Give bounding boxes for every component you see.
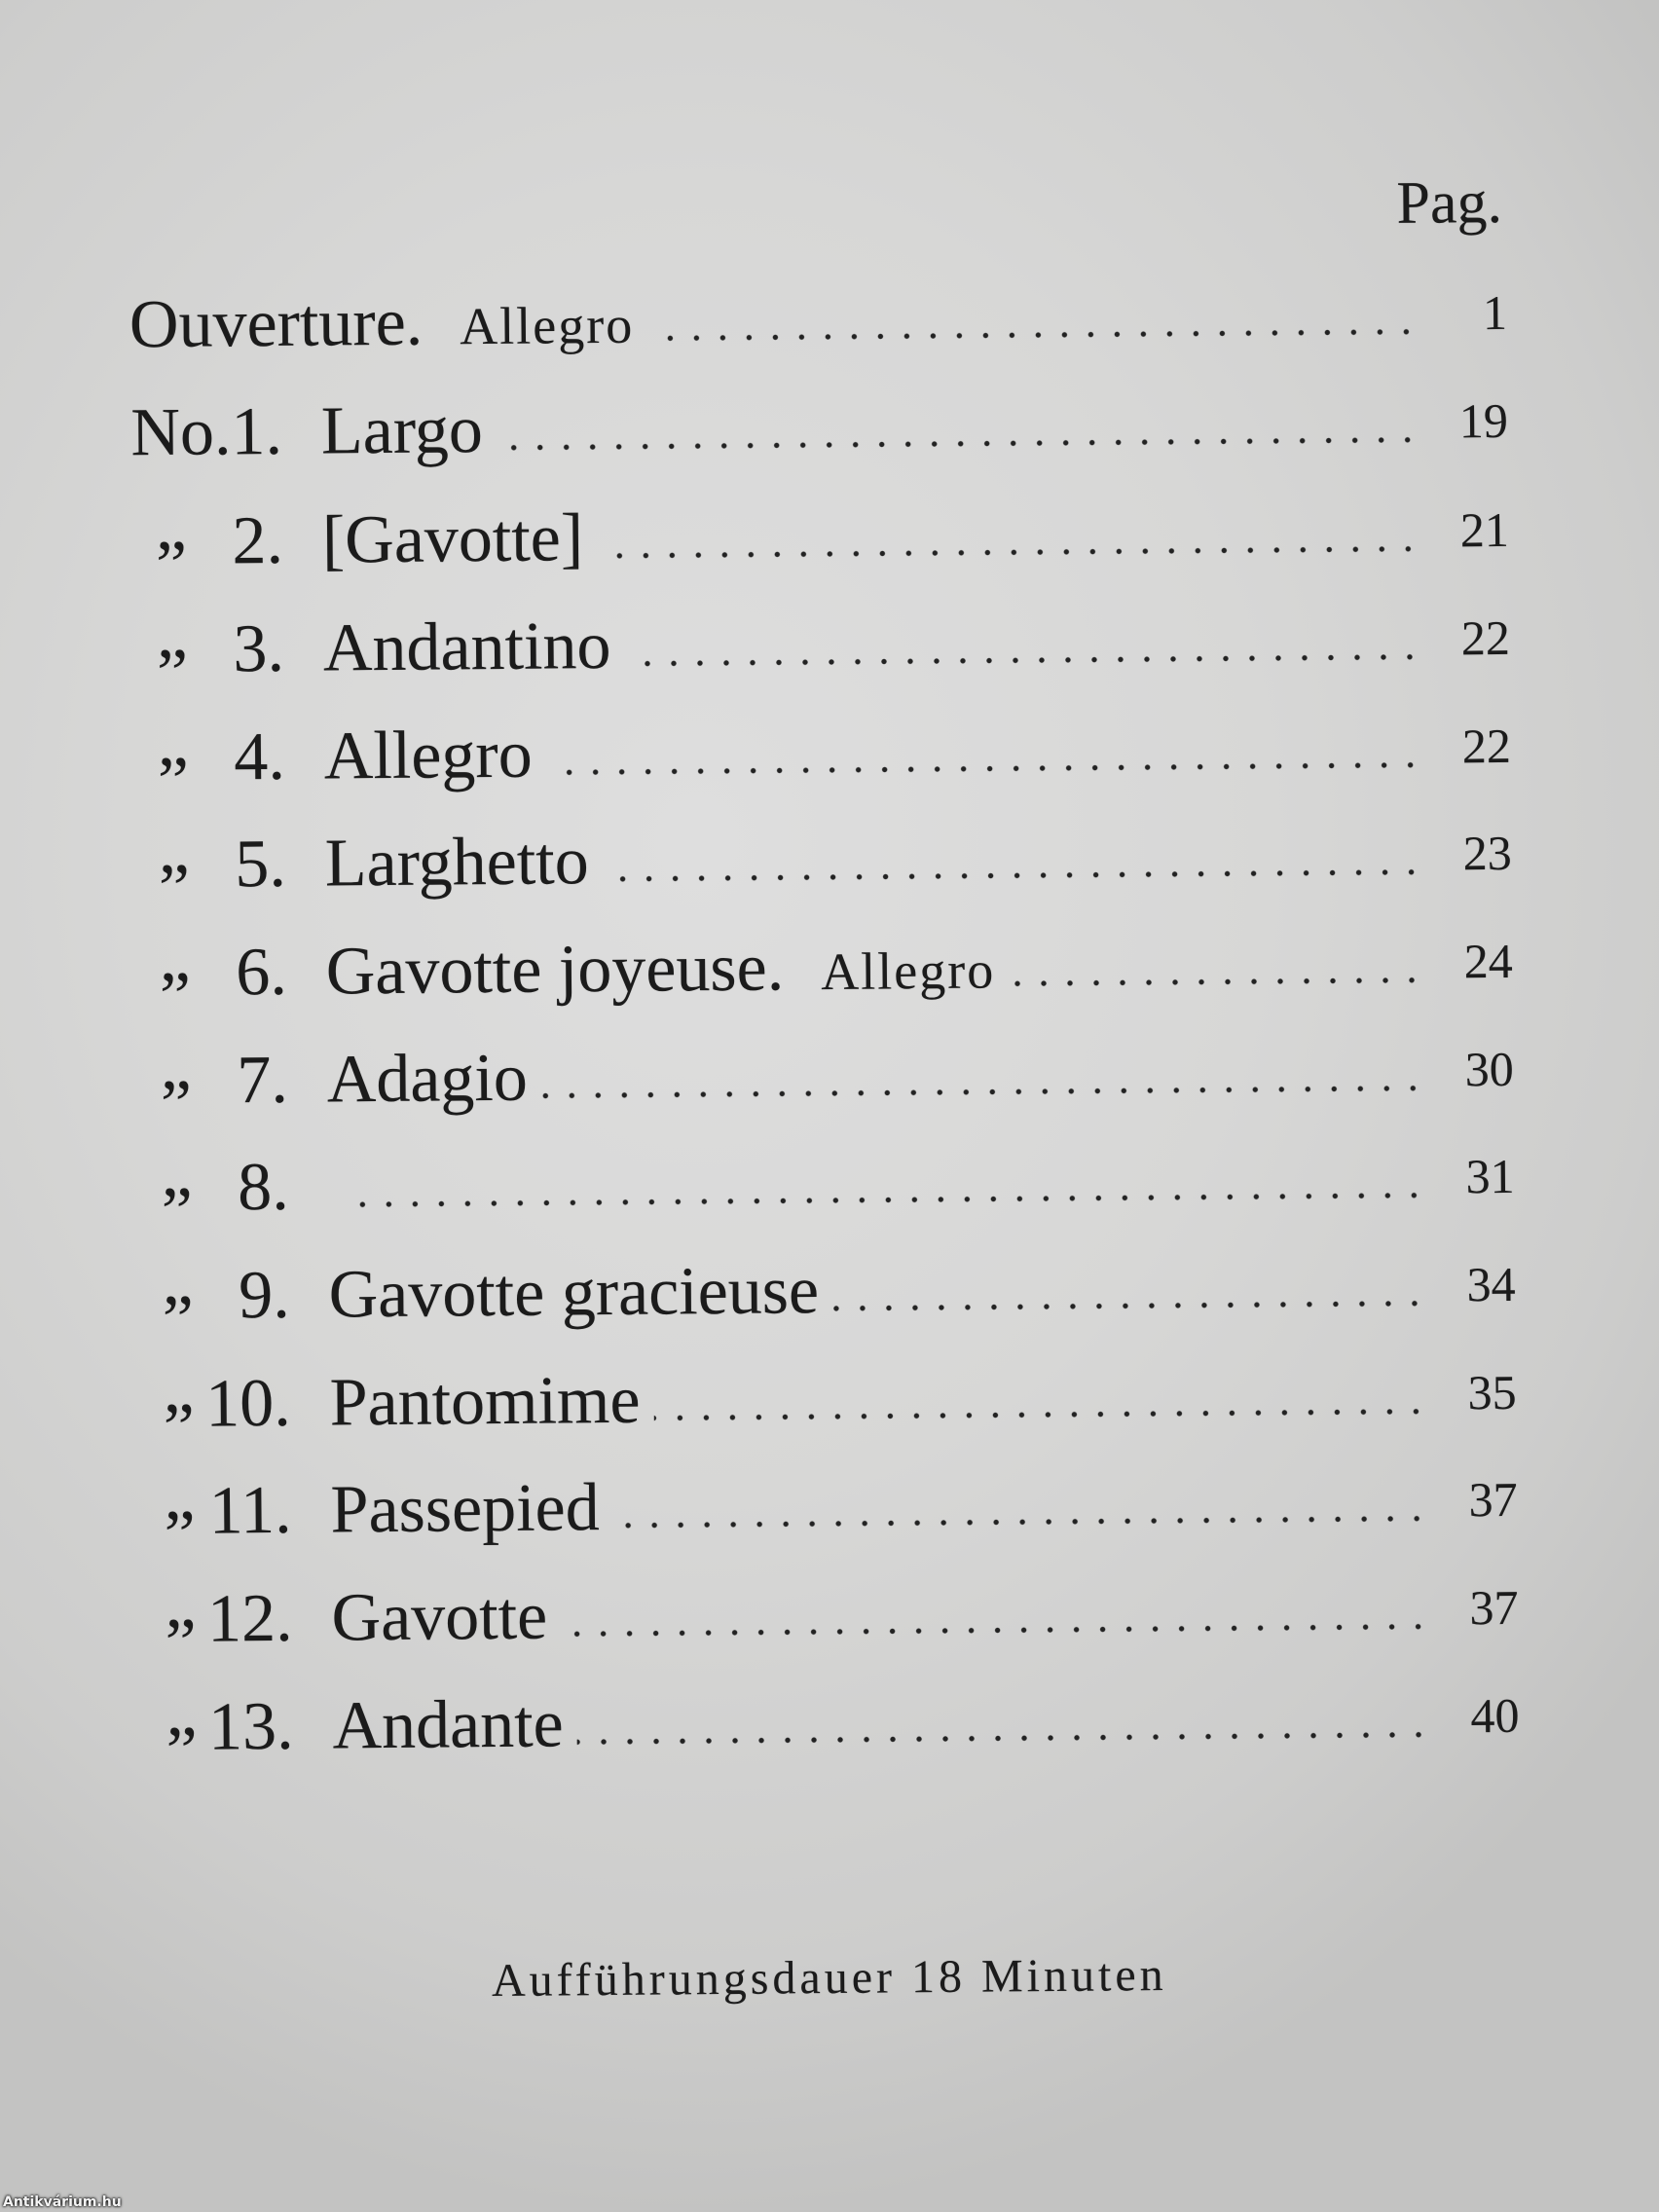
dot-leader [597, 545, 1421, 560]
entry-title: Passepied [330, 1470, 601, 1548]
toc-entry [0, 1122, 1515, 1242]
entry-lead [138, 1348, 330, 1442]
dot-leader [613, 1515, 1430, 1530]
toc-entry [0, 582, 1510, 703]
page-number: 35 [1467, 1364, 1517, 1420]
ditto-mark: „ [159, 917, 191, 997]
entry-number: 7. [236, 1042, 289, 1119]
dot-leader [577, 1730, 1432, 1746]
number-prefix: No. [130, 393, 232, 470]
dot-leader [561, 1623, 1430, 1639]
entry-number: 8. [237, 1150, 290, 1226]
entry-title: Gavotte gracieuse [328, 1253, 820, 1333]
ditto-mark: „ [163, 1348, 195, 1427]
entry-number: 5. [234, 827, 287, 903]
ditto-mark: „ [157, 702, 190, 781]
ditto-mark: „ [155, 487, 188, 566]
page-number: 19 [1458, 392, 1509, 448]
dot-leader [625, 653, 1423, 668]
page-number: 37 [1468, 1472, 1518, 1528]
toc-entry [5, 1660, 1520, 1781]
dot-leader [832, 1300, 1428, 1312]
ditto-mark: „ [165, 1564, 197, 1643]
entry-lead [140, 1564, 332, 1657]
ditto-mark: „ [166, 1672, 198, 1751]
page-number: 21 [1459, 502, 1510, 558]
entry-lead [139, 1456, 331, 1550]
ditto-mark: „ [158, 810, 190, 889]
dot-leader [541, 1084, 1426, 1099]
page-number: 23 [1462, 826, 1513, 881]
toc-entry [0, 905, 1513, 1026]
entry-title: Pantomime [329, 1362, 641, 1441]
entry-lead [135, 1025, 327, 1119]
entry-lead [132, 594, 324, 687]
entry-lead [136, 1133, 328, 1226]
entry-number: 11. [208, 1473, 292, 1550]
entry-title: Largo [320, 391, 484, 469]
ditto-mark: „ [162, 1240, 194, 1320]
entry-lead [131, 487, 323, 579]
page-number: 30 [1464, 1041, 1514, 1097]
page-number: 31 [1465, 1149, 1515, 1204]
page-number: 1 [1482, 284, 1508, 341]
ditto-mark: „ [156, 594, 189, 673]
entry-title: Ouverture. [129, 284, 424, 363]
dot-leader [342, 1192, 1427, 1209]
entry-title: Andante [332, 1686, 565, 1764]
page-number: 22 [1461, 718, 1512, 773]
watermark: Antikvárium.hu [3, 2194, 122, 2210]
tempo-marking: Allegro [460, 295, 635, 356]
entry-number: 4. [234, 719, 286, 794]
toc-entry [2, 1337, 1517, 1457]
entry-number: 2. [232, 503, 284, 579]
dot-leader [497, 435, 1420, 451]
entry-lead [130, 393, 322, 470]
page-number: 24 [1463, 933, 1513, 989]
dot-leader [1009, 977, 1425, 988]
page-number: 22 [1460, 609, 1511, 666]
entry-number: 13. [207, 1688, 294, 1765]
toc-entry [0, 475, 1509, 596]
dot-leader [546, 760, 1423, 776]
entry-lead [133, 810, 325, 903]
entry-number: 6. [235, 934, 288, 1011]
table-of-contents [0, 259, 1520, 1781]
entry-title: Andantino [322, 608, 611, 686]
dot-leader [603, 868, 1424, 883]
page-number: 37 [1469, 1579, 1519, 1636]
page-number: 34 [1466, 1256, 1516, 1312]
dot-leader [654, 1407, 1429, 1421]
entry-lead [133, 702, 325, 794]
page-number: 40 [1470, 1687, 1520, 1744]
entry-number: 1. [231, 393, 283, 469]
toc-entry [0, 367, 1508, 488]
entry-title: Gavotte joyeuse. [325, 930, 785, 1010]
entry-title: Larghetto [324, 824, 589, 902]
toc-entry [0, 798, 1512, 919]
entry-number: 12. [206, 1580, 293, 1657]
ditto-mark: „ [164, 1456, 196, 1535]
entry-title: [Gavotte] [321, 500, 584, 578]
toc-entry [4, 1553, 1519, 1674]
entry-number: 9. [238, 1257, 291, 1334]
toc-entry [1, 1230, 1516, 1350]
performance-duration: Aufführungsdauer 18 Minuten [491, 1949, 1167, 2008]
entry-number: 3. [233, 610, 285, 687]
ditto-mark: „ [161, 1133, 193, 1212]
entry-title: Allegro [323, 717, 534, 794]
entry-lead [134, 917, 326, 1011]
dot-leader [647, 328, 1419, 343]
tempo-marking: Allegro [820, 940, 996, 1002]
entry-title: Adagio [326, 1040, 529, 1118]
toc-entry [0, 690, 1511, 811]
toc-entry [0, 1014, 1514, 1134]
ditto-mark: „ [160, 1025, 192, 1104]
entry-title: Gavotte [331, 1578, 548, 1656]
entry-lead [141, 1672, 333, 1765]
toc-entry [0, 259, 1507, 380]
entry-lead [137, 1240, 329, 1334]
toc-entry [3, 1445, 1518, 1566]
page-column-label: Pag. [1396, 168, 1503, 237]
entry-number: 10. [204, 1365, 291, 1442]
